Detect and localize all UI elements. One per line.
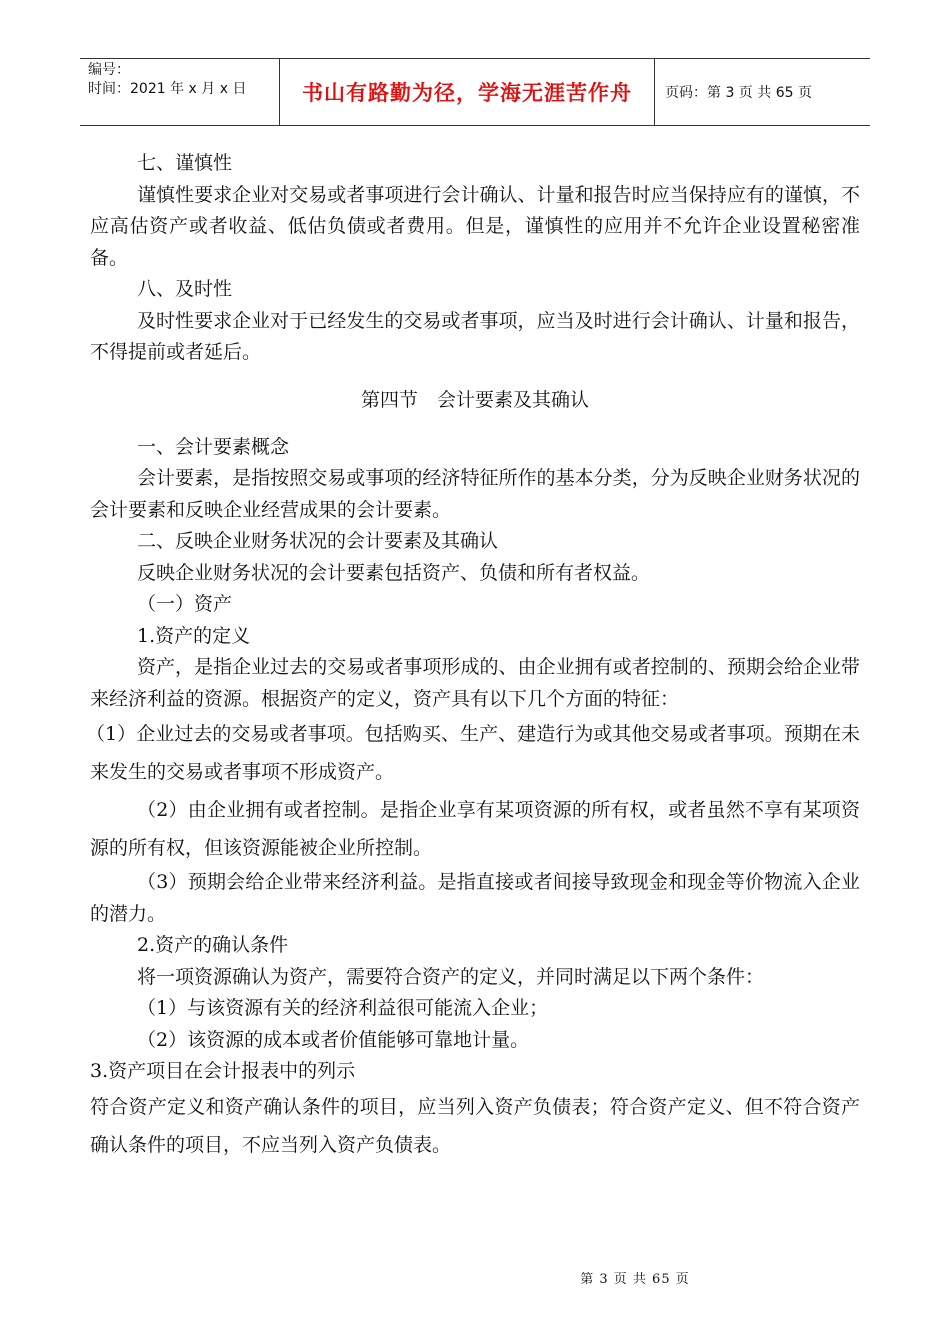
paragraph-financial-position: 反映企业财务状况的会计要素包括资产、负债和所有者权益。	[137, 561, 651, 584]
paragraph-presentation: 符合资产定义和资产确认条件的项目，应当列入资产负债表；符合资产定义、但不符合资产确认条件的项目，不应当列入资产负债表。	[90, 1095, 860, 1156]
section-title: 第四节 会计要素及其确认	[360, 388, 589, 411]
list-item-condition-2: （2）该资源的成本或者价值能够可靠地计量。	[137, 1028, 530, 1051]
list-item-feature-1: （1）企业过去的交易或者事项。包括购买、生产、建造行为或其他交易或者事项。预期在未来发生的交易或者事项不形成资产。	[86, 723, 860, 783]
document-time-label: 时间：2021 年 x 月 x 日	[88, 81, 247, 97]
heading-prudence: 七、谨慎性	[137, 152, 233, 174]
heading-presentation: 3.资产项目在会计报表中的列示	[90, 1060, 356, 1082]
list-item-feature-2: （2）由企业拥有或者控制。是指企业享有某项资源的所有权，或者虽然不享有某项资源的所有权，但该资源能被企业所控制。	[90, 799, 860, 859]
paragraph-recognition-conditions: 将一项资源确认为资产，需要符合资产的定义，并同时满足以下两个条件：	[137, 965, 765, 988]
header-meta	[80, 59, 280, 125]
paragraph-prudence: 谨慎性要求企业对交易或者事项进行会计确认、计量和报告时应当保持应有的谨慎，不应高估资产或者收益、低估负债或者费用。但是，谨慎性的应用并不允许企业设置秘密准备。	[90, 183, 860, 269]
page-header	[80, 58, 870, 126]
page-footer: 第 3 页 共 65 页	[580, 1272, 690, 1287]
paragraph-asset-definition: 资产，是指企业过去的交易或者事项形成的、由企业拥有或者控制的、预期会给企业带来经济利益的资源。根据资产的定义，资产具有以下几个方面的特征：	[90, 656, 860, 710]
document-body	[86, 148, 860, 1164]
heading-recognition-conditions: 2.资产的确认条件	[137, 934, 289, 956]
heading-element-concept: 一、会计要素概念	[137, 435, 290, 458]
header-page-number: 页码：第 3 页 共 65 页	[665, 85, 812, 101]
paragraph-timeliness: 及时性要求企业对于已经发生的交易或者事项，应当及时进行会计确认、计量和报告，不得提前或者延后。	[90, 309, 860, 363]
document-number-label: 编号：	[88, 62, 130, 78]
heading-timeliness: 八、及时性	[137, 278, 233, 300]
list-item-condition-1: （1）与该资源有关的经济利益很可能流入企业；	[137, 997, 549, 1019]
header-motto: 书山有路勤为径，学海无涯苦作舟	[280, 59, 655, 125]
heading-asset-definition: 1.资产的定义	[137, 624, 251, 647]
heading-assets: （一）资产	[137, 593, 233, 615]
heading-financial-position: 二、反映企业财务状况的会计要素及其确认	[137, 530, 499, 552]
list-item-feature-3: （3）预期会给企业带来经济利益。是指直接或者间接导致现金和现金等价物流入企业的潜力。	[90, 871, 860, 925]
paragraph-element-concept: 会计要素，是指按照交易或事项的经济特征所作的基本分类，分为反映企业财务状况的会计要素和反映企业经营成果的会计要素。	[90, 467, 860, 521]
